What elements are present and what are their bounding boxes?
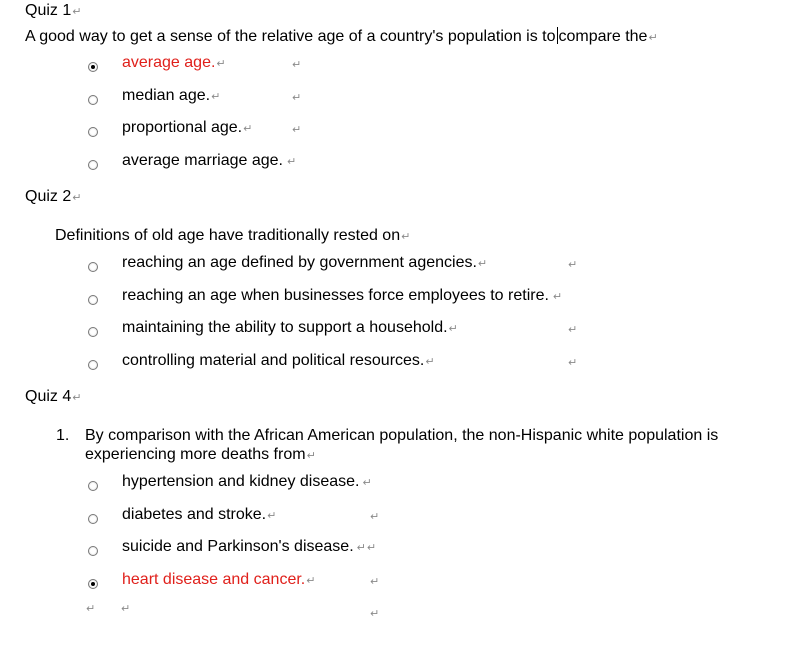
paragraph-mark: ↵ — [370, 576, 380, 588]
paragraph-mark: ↵ — [568, 259, 578, 271]
paragraph-mark: ↵ — [292, 124, 302, 136]
paragraph-mark: ↵ — [370, 608, 380, 620]
quiz2-option-4-radio[interactable] — [88, 360, 98, 370]
quiz4-option-2-label[interactable]: diabetes and stroke.↵ — [122, 506, 277, 523]
quiz4-option-1-label[interactable]: hypertension and kidney disease. ↵ — [122, 473, 372, 490]
quiz4-option-1-radio[interactable] — [88, 481, 98, 491]
paragraph-mark: ↵ — [86, 603, 96, 615]
quiz2-option-4-label[interactable]: controlling material and political resources.↵ — [122, 352, 435, 369]
paragraph-mark: ↵ — [292, 92, 302, 104]
quiz4-question-number: 1. — [56, 427, 70, 444]
quiz2-option-1-label[interactable]: reaching an age defined by government agencies.↵ — [122, 254, 488, 271]
quiz4-title: Quiz 4↵ — [25, 388, 82, 405]
quiz4-option-3-label[interactable]: suicide and Parkinson's disease. ↵↵ — [122, 538, 377, 555]
quiz1-title: Quiz 1↵ — [25, 2, 82, 19]
quiz1-option-2-label[interactable]: median age.↵ — [122, 87, 221, 104]
quiz2-option-3-label[interactable]: maintaining the ability to support a household.↵ — [122, 319, 458, 336]
quiz2-question: Definitions of old age have traditionally rested on↵ — [55, 227, 411, 244]
quiz2-option-1-radio[interactable] — [88, 262, 98, 272]
quiz1-option-4-radio[interactable] — [88, 160, 98, 170]
quiz2-option-2-label[interactable]: reaching an age when businesses force employees to retire. ↵ — [122, 287, 563, 304]
quiz4-option-4-label[interactable]: heart disease and cancer.↵ — [122, 571, 316, 588]
paragraph-mark: ↵ — [568, 357, 578, 369]
quiz2-option-2-radio[interactable] — [88, 295, 98, 305]
quiz1-option-3-label[interactable]: proportional age.↵ — [122, 119, 253, 136]
quiz1-option-2-radio[interactable] — [88, 95, 98, 105]
quiz1-option-1-radio[interactable] — [88, 62, 98, 72]
quiz1-option-3-radio[interactable] — [88, 127, 98, 137]
quiz4-option-3-radio[interactable] — [88, 546, 98, 556]
text-cursor — [557, 27, 558, 44]
quiz4-option-2-radio[interactable] — [88, 514, 98, 524]
quiz1-option-4-label[interactable]: average marriage age. ↵ — [122, 152, 297, 169]
quiz4-question-line1: By comparison with the African American population, the non-Hispanic white population is — [85, 427, 719, 444]
quiz1-question: A good way to get a sense of the relative age of a country's population is to compare the↵ — [25, 28, 658, 45]
quiz2-title: Quiz 2↵ — [25, 188, 82, 205]
paragraph-mark: ↵ — [292, 59, 302, 71]
quiz4-option-4-radio[interactable] — [88, 579, 98, 589]
paragraph-mark: ↵ — [121, 603, 131, 615]
quiz2-option-3-radio[interactable] — [88, 327, 98, 337]
paragraph-mark: ↵ — [568, 324, 578, 336]
quiz1-option-1-label[interactable]: average age.↵ — [122, 54, 226, 71]
paragraph-mark: ↵ — [370, 511, 380, 523]
quiz4-question-line2: experiencing more deaths from↵ — [85, 446, 316, 463]
